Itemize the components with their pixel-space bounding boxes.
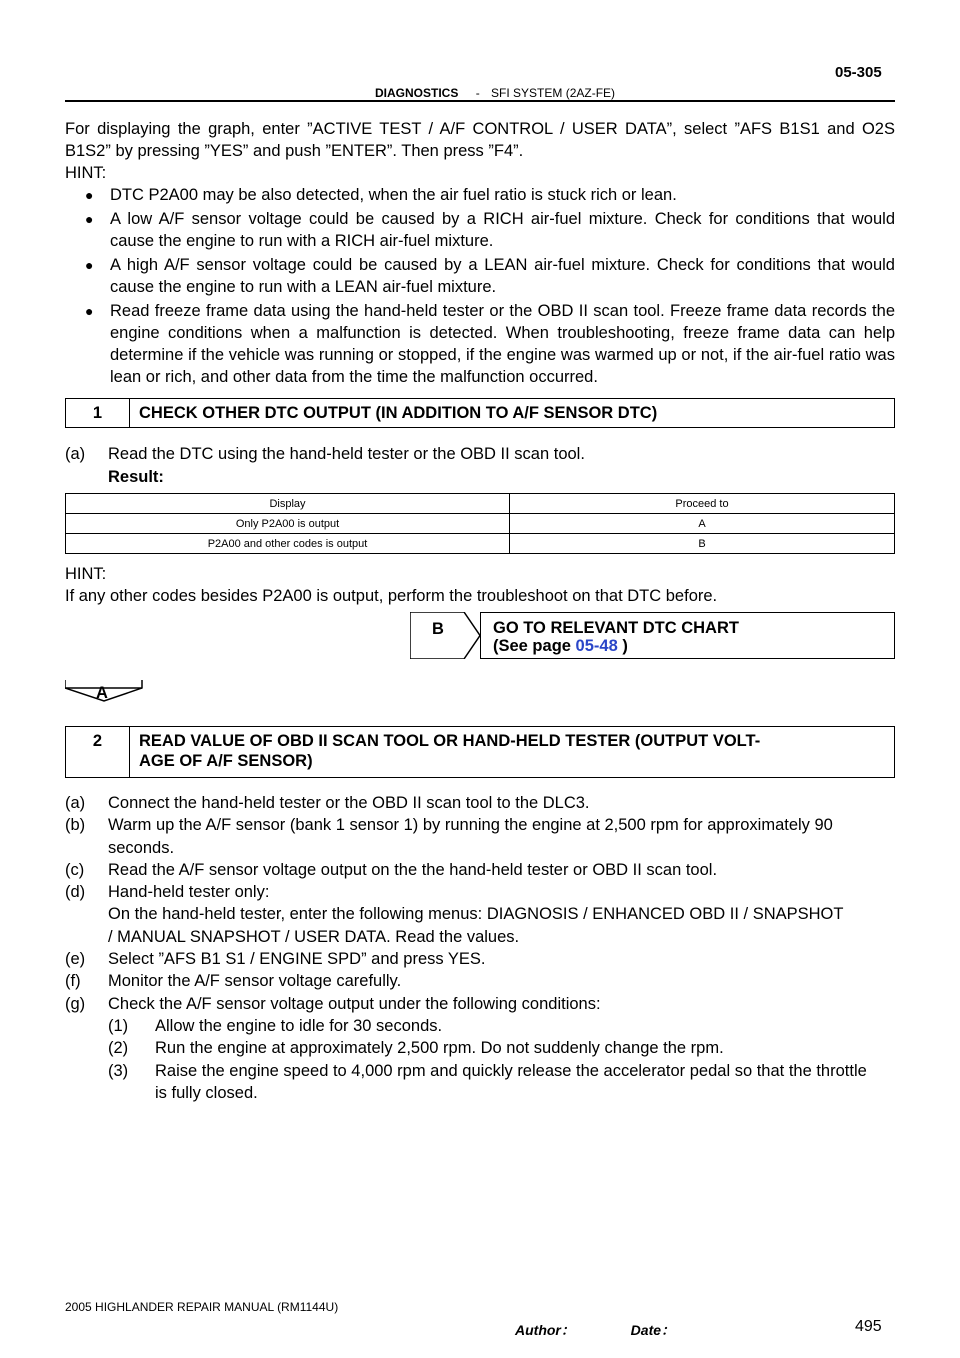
- branch-a-label: A: [96, 684, 108, 702]
- hint-bullet: [85, 208, 895, 252]
- bullet-icon: ●: [85, 303, 94, 319]
- step-2-item: [65, 993, 895, 1015]
- table-header: Proceed to: [510, 494, 895, 514]
- author-label: Author：: [515, 1322, 575, 1338]
- step-number: 2: [92, 732, 103, 750]
- bullet-text: Read freeze frame data using the hand-held tester or the OBD II scan tool. Freeze frame data records the engine conditions when a malfunction is detected. When troubleshooting, freeze frame data can help determine if the vehicle was running or stopped, if the engine was warmed up or not, if the air-fuel ratio was lean or rich, and other data from the time the malfunction occurred.: [110, 302, 895, 386]
- hint-bullet: [85, 184, 895, 206]
- item-marker: (d): [65, 883, 86, 902]
- hint-bullet: [85, 300, 895, 388]
- step-2-sub-item: [108, 1060, 895, 1105]
- item-text: On the hand-held tester, enter the following menus: DIAGNOSIS / ENHANCED OBD II / SNAPSHOT: [108, 905, 844, 924]
- bullet-text: DTC P2A00 may be also detected, when the air fuel ratio is stuck rich or lean.: [110, 186, 677, 204]
- step-1-hint-text: If any other codes besides P2A00 is output, perform the troubleshoot on that DTC before.: [65, 587, 718, 605]
- date-label: Date：: [630, 1322, 676, 1338]
- item-marker: (a): [65, 794, 86, 812]
- item-text: Read the DTC using the hand-held tester or the OBD II scan tool.: [108, 445, 585, 463]
- item-text: Connect the hand-held tester or the OBD II scan tool to the DLC3.: [108, 794, 590, 812]
- table-cell: A: [510, 514, 895, 534]
- subsection-name: SFI SYSTEM (2AZ-FE): [491, 86, 616, 100]
- branch-label: B: [432, 620, 444, 638]
- graph-note: For displaying the graph, enter ”ACTIVE TEST / A/F CONTROL / USER DATA”, select ”AFS B1S1 and O2S B1S2” by pressing ”YES” and push ”ENTER”. Then press ”F4”.: [65, 120, 895, 160]
- page-number: 495: [855, 1318, 882, 1335]
- item-marker: (2): [108, 1039, 129, 1058]
- step-1-hint-label: HINT:: [65, 565, 107, 583]
- step-2-box: [65, 726, 895, 778]
- see-page-suffix: ): [617, 637, 628, 655]
- table-cell: Only P2A00 is output: [66, 514, 510, 534]
- header-rule: [65, 100, 895, 102]
- step-1-box: [65, 398, 895, 428]
- item-text: Raise the engine speed to 4,000 rpm and quickly release the accelerator pedal so that the throttle: [155, 1061, 867, 1080]
- author-date-line: [515, 1320, 675, 1340]
- step-number: 1: [92, 404, 103, 422]
- result-label: Result:: [108, 468, 164, 486]
- step-title-line2: AGE OF A/F SENSOR): [139, 752, 313, 770]
- step-2-item: [65, 881, 895, 948]
- step-divider: [129, 399, 130, 427]
- step-2-item: [65, 948, 895, 970]
- table-cell: B: [510, 534, 895, 554]
- item-marker: (e): [65, 950, 86, 969]
- step-title-line1: READ VALUE OF OBD II SCAN TOOL OR HAND-HELD TESTER (OUTPUT VOLT-: [139, 732, 761, 750]
- item-text: Read the A/F sensor voltage output on the the hand-held tester or OBD II scan tool.: [108, 860, 718, 879]
- section-heading: [375, 86, 615, 100]
- bullet-text: A high A/F sensor voltage could be caused by a LEAN air-fuel mixture. Check for conditions that would cause the engine to run with a LEAN air-fuel mixture.: [110, 256, 895, 296]
- table-header-row: [66, 494, 895, 514]
- bullet-text: A low A/F sensor voltage could be caused by a RICH air-fuel mixture. Check for conditions that would cause the engine to run with a RICH air-fuel mixture.: [110, 210, 895, 250]
- table-header: Display: [66, 494, 510, 514]
- hint-bullet: [85, 254, 895, 298]
- manual-title: 2005 HIGHLANDER REPAIR MANUAL (RM1144U): [65, 1300, 339, 1314]
- page-code: 05-305: [835, 64, 882, 81]
- step-2-item: [65, 970, 895, 992]
- item-text: seconds.: [108, 838, 175, 857]
- table-row: [66, 534, 895, 554]
- item-text: Hand-held tester only:: [108, 883, 270, 902]
- item-marker: (a): [65, 445, 86, 463]
- page-link[interactable]: 05-48: [575, 637, 618, 655]
- item-marker: (b): [65, 816, 86, 835]
- result-table: [65, 493, 895, 554]
- hint-label: HINT:: [65, 164, 107, 182]
- section-separator: -: [475, 86, 480, 100]
- branch-b-box: [480, 612, 895, 659]
- item-marker: (3): [108, 1061, 129, 1080]
- branch-b: [410, 612, 895, 659]
- bullet-icon: ●: [85, 187, 94, 203]
- branch-b-line2: [493, 637, 628, 655]
- branch-b-line1: GO TO RELEVANT DTC CHART: [493, 619, 739, 637]
- step-2-item: [65, 792, 895, 814]
- item-marker: (c): [65, 860, 85, 879]
- item-text: Allow the engine to idle for 30 seconds.: [155, 1017, 443, 1035]
- table-cell: P2A00 and other codes is output: [66, 534, 510, 554]
- step-2-sub-item: [108, 1015, 895, 1037]
- item-text: is fully closed.: [155, 1083, 258, 1102]
- step-title: CHECK OTHER DTC OUTPUT (IN ADDITION TO A/F SENSOR DTC): [139, 404, 658, 422]
- bullet-icon: ●: [85, 211, 94, 227]
- item-text: Warm up the A/F sensor (bank 1 sensor 1) by running the engine at 2,500 rpm for approximately 90: [108, 816, 833, 835]
- item-text: / MANUAL SNAPSHOT / USER DATA. Read the values.: [108, 927, 520, 946]
- item-marker: (1): [108, 1017, 129, 1035]
- item-marker: (f): [65, 972, 81, 991]
- step-2-item: [65, 814, 895, 859]
- table-row: [66, 514, 895, 534]
- item-marker: (g): [65, 994, 86, 1013]
- step-2-sub-item: [108, 1037, 895, 1059]
- item-text: Run the engine at approximately 2,500 rpm. Do not suddenly change the rpm.: [155, 1039, 724, 1058]
- branch-arrow-icon: [410, 612, 480, 659]
- step-2-item: [65, 859, 895, 881]
- item-text: Check the A/F sensor voltage output under the following conditions:: [108, 994, 601, 1013]
- step-1-item-a: [65, 443, 895, 465]
- step-divider: [129, 727, 130, 777]
- bullet-icon: ●: [85, 257, 94, 273]
- item-text: Select ”AFS B1 S1 / ENGINE SPD” and press YES.: [108, 950, 486, 969]
- item-text: Monitor the A/F sensor voltage carefully.: [108, 972, 402, 991]
- section-name: DIAGNOSTICS: [375, 86, 459, 100]
- see-page-prefix: (See page: [493, 637, 576, 655]
